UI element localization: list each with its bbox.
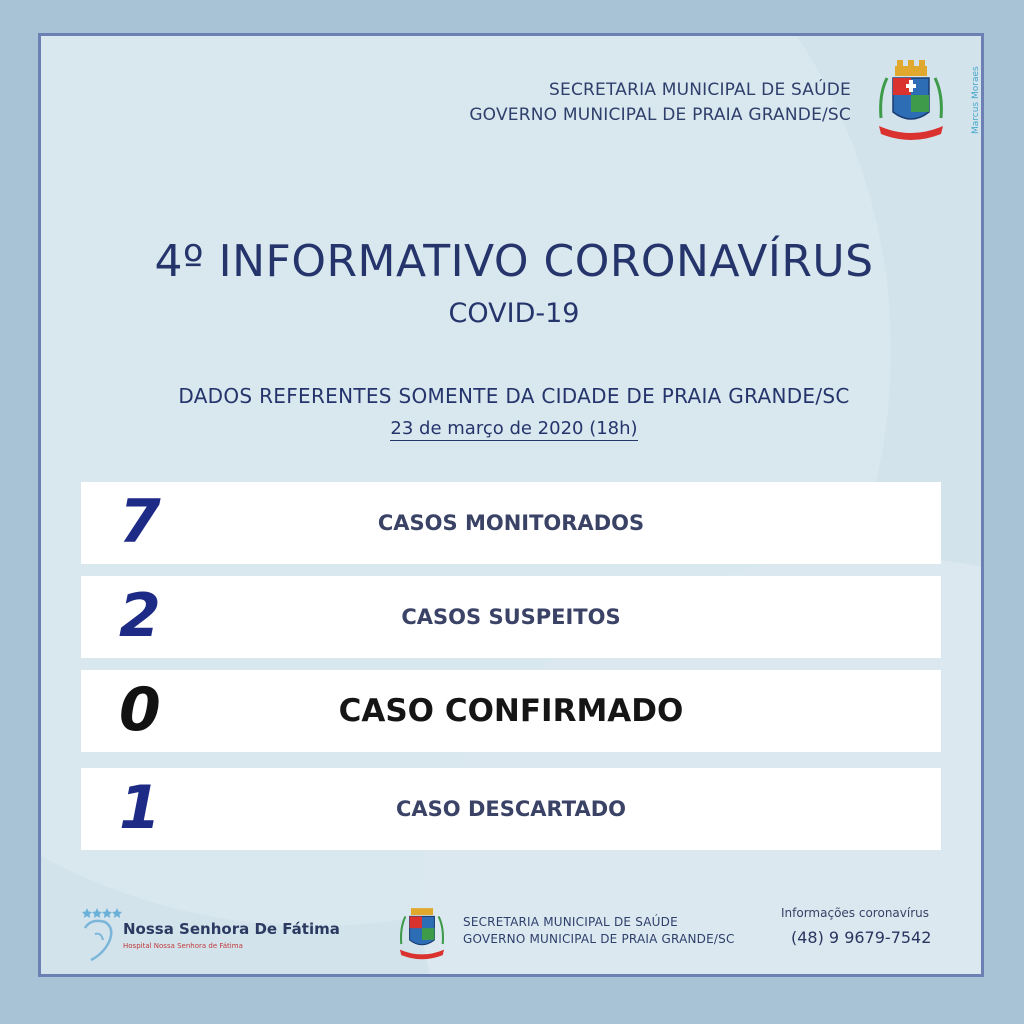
municipal-crest-small-icon [395,904,449,962]
stat-label: CASOS SUSPEITOS [401,605,621,629]
info-card [38,33,984,977]
footer-sec-line-2: GOVERNO MUNICIPAL DE PRAIA GRANDE/SC [463,932,735,946]
stat-number: 7 [119,487,161,557]
data-reference-note: DADOS REFERENTES SOMENTE DA CIDADE DE PRAIA GRANDE/SC [178,384,850,408]
info-phone: (48) 9 9679-7542 [791,928,932,947]
header-line-2: GOVERNO MUNICIPAL DE PRAIA GRANDE/SC [469,105,851,125]
municipal-crest-icon [873,60,949,144]
header-line-1: SECRETARIA MUNICIPAL DE SAÚDE [549,80,851,100]
info-label: Informações coronavírus [781,906,930,920]
stat-label: CASO DESCARTADO [396,797,626,821]
stat-number: 1 [119,773,161,843]
stat-label: CASO CONFIRMADO [338,693,684,729]
stat-row-monitored [81,482,941,564]
stat-row-discarded [81,768,941,850]
footer-secretariat [463,914,735,948]
header-text [469,78,851,128]
hospital-name: Nossa Senhora De Fátima [123,920,340,938]
stat-label: CASOS MONITORADOS [377,511,645,535]
page-subtitle: COVID-19 [448,298,580,329]
footer-sec-line-1: SECRETARIA MUNICIPAL DE SAÚDE [463,915,678,929]
stat-number: 2 [119,581,161,651]
hospital-subtitle: Hospital Nossa Senhora de Fátima [123,942,243,950]
stat-number: 0 [119,675,161,745]
report-date [41,418,984,439]
photographer-credit: Marcus Moraes [971,66,981,134]
stat-row-suspected [81,576,941,658]
page-title: 4º INFORMATIVO CORONAVÍRUS [154,236,874,287]
stat-row-confirmed [81,670,941,752]
report-date-text: 23 de março de 2020 (18h) [390,418,638,439]
